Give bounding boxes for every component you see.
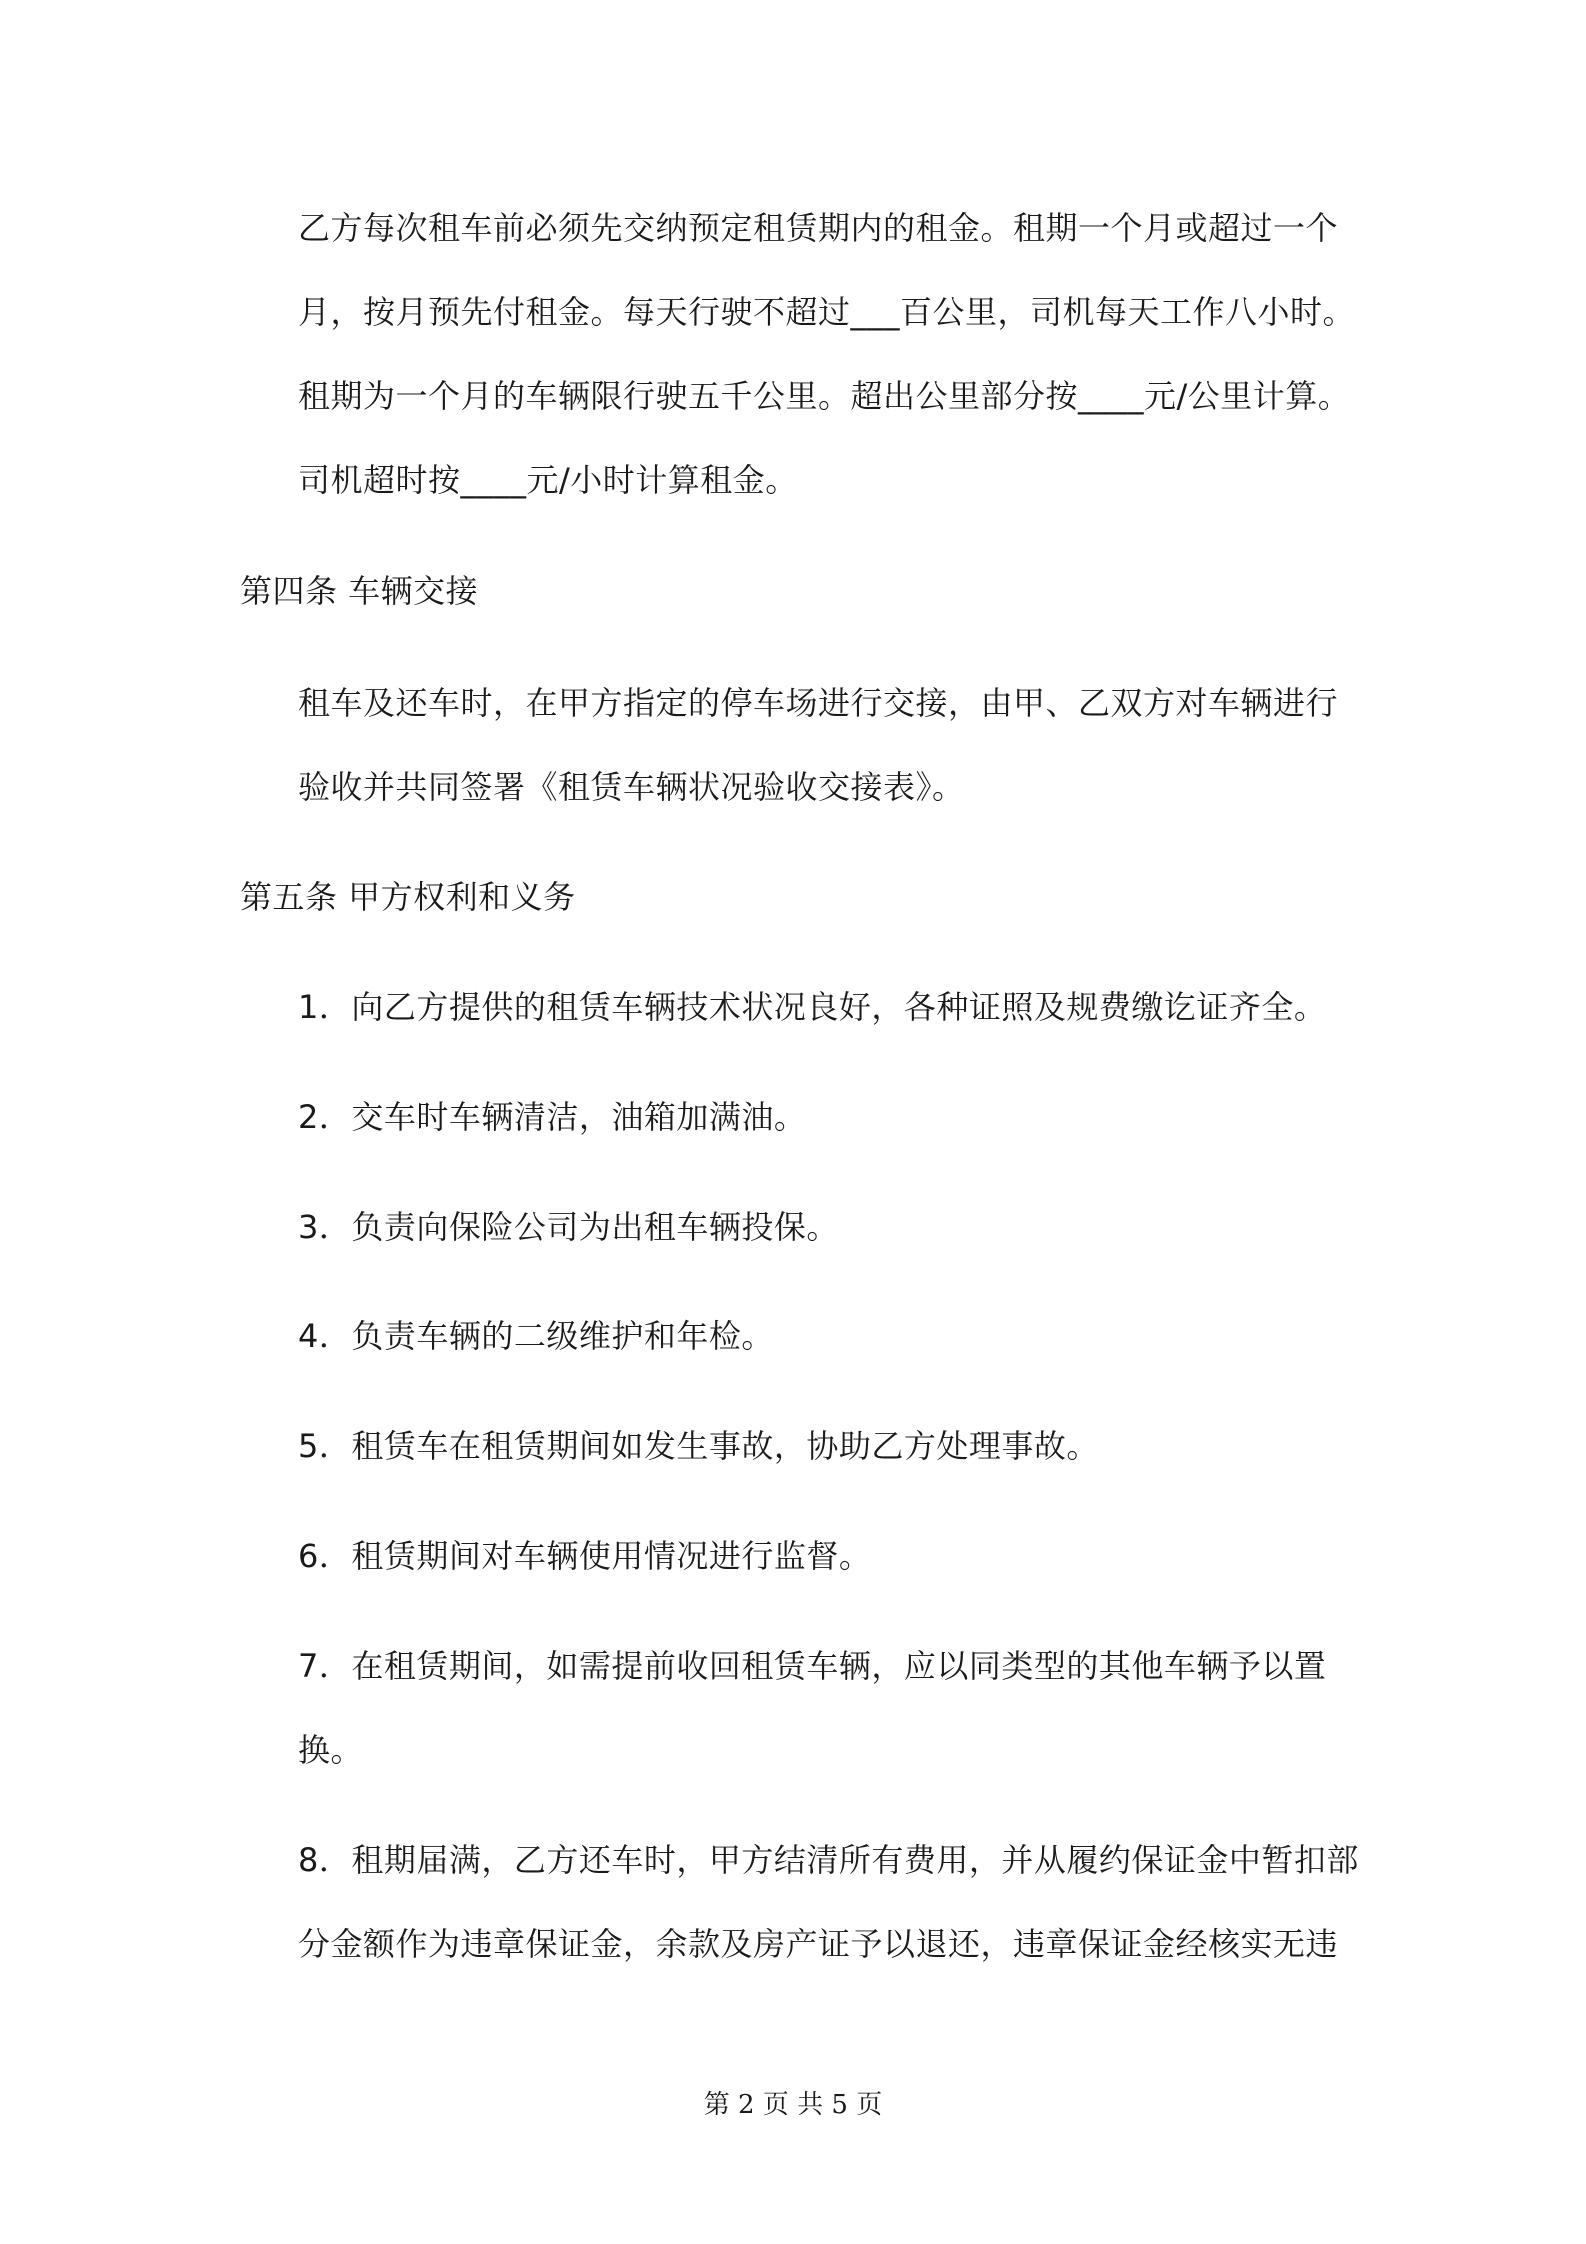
paragraph-line: 租车及还车时，在甲方指定的停车场进行交接，由甲、乙双方对车辆进行 [298, 684, 1339, 722]
paragraph-line: 司机超时按____元/小时计算租金。 [298, 461, 798, 499]
list-item: 3．负责向保险公司为出租车辆投保。 [298, 1208, 839, 1246]
list-item: 2．交车时车辆清洁，油箱加满油。 [298, 1098, 807, 1136]
list-item-continuation: 换。 [298, 1731, 364, 1769]
list-item: 8．租期届满，乙方还车时，甲方结清所有费用，并从履约保证金中暂扣部 [298, 1841, 1359, 1879]
paragraph-line: 租期为一个月的车辆限行驶五千公里。超出公里部分按____元/公里计算。 [298, 377, 1351, 415]
paragraph-line: 月，按月预先付租金。每天行驶不超过___百公里，司机每天工作八小时。 [298, 293, 1356, 331]
list-item-continuation: 分金额作为违章保证金，余款及房产证予以退还，违章保证金经核实无违 [298, 1925, 1339, 1963]
list-item: 6．租赁期间对车辆使用情况进行监督。 [298, 1537, 872, 1575]
list-item: 7．在租赁期间，如需提前收回租赁车辆，应以同类型的其他车辆予以置 [298, 1647, 1327, 1685]
paragraph-line: 验收并共同签署《租赁车辆状况验收交接表》。 [298, 768, 965, 806]
paragraph-line: 乙方每次租车前必须先交纳预定租赁期内的租金。租期一个月或超过一个 [298, 209, 1339, 247]
section-heading: 第五条 甲方权利和义务 [240, 878, 576, 916]
list-item: 4．负责车辆的二级维护和年检。 [298, 1317, 774, 1355]
list-item: 1．向乙方提供的租赁车辆技术状况良好，各种证照及规费缴讫证齐全。 [298, 988, 1327, 1026]
list-item: 5．租赁车在租赁期间如发生事故，协助乙方处理事故。 [298, 1427, 1099, 1465]
page-number-footer: 第 2 页 共 5 页 [703, 2090, 883, 2120]
section-heading: 第四条 车辆交接 [240, 572, 479, 610]
